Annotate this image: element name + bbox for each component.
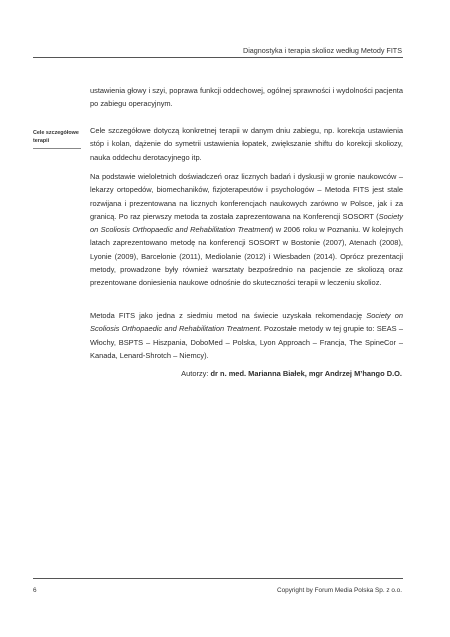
paragraph-4-italic: Society on Scoliosis Orthopaedic and Rehabilitation Treatment — [90, 311, 403, 334]
footer-copyright: Copyright by Forum Media Polska Sp. z o.o. — [276, 587, 402, 594]
authors-line — [181, 369, 402, 378]
paragraph-3-italic: Society on Scoliosis Orthopaedic and Rehabilitation Treatment — [90, 211, 403, 235]
authors-names: dr n. med. Marianna Białek, mgr Andrzej M’hango D.O. — [210, 369, 402, 378]
header-rule — [33, 57, 403, 58]
footer-rule — [33, 578, 403, 579]
paragraph-1: ustawienia głowy i szyi, poprawa funkcji oddechowej, ogólnej sprawności i wydolności pacjenta po zabiegu operacyjnym. — [90, 86, 403, 109]
authors-label: Autorzy: — [181, 369, 211, 378]
side-note-rule — [33, 148, 81, 149]
paragraph-3-text-c: ) w 2006 roku w Poznaniu. W kolejnych latach zaprezentowano metodę na konferencji SOSORT w Bostonie (2007), Atenach (2008), Lyonie (2009), Barcelonie (2011), Mediolanie (2012) i Wiesbaden (2014). Oprócz prezentacji metody, prowadzone były również warsztaty bezpośrednio na pacjencie ze skoliozą oraz prezentowane doniesienia naukowe odnośnie do skuteczności terapii w leczeniu skolioz. — [90, 225, 403, 288]
paragraph-3-text-a: Na podstawie wieloletnich doświadczeń oraz licznych badań i dyskusji w gronie naukowców – lekarzy ortopedów, biomechaników, fizjoterapeutów i psychologów – Metoda FITS jest stale rozwijana i prezentowana na licznych konferencjach naukowych zarówno w Polsce, jak i za granicą. Po raz pierwszy metoda ta została zaprezentowana na Konferencji SOSORT ( — [90, 172, 403, 221]
page-number: 6 — [33, 587, 37, 594]
paragraph-2: Cele szczegółowe dotyczą konkretnej terapii w danym dniu zabiegu, np. korekcja ustawienia stóp i kolan, dążenie do symetrii ustawienia łopatek, zwiększanie shiftu do korekcji skoliozy, nauka oddechu derotacyjnego itp. — [90, 126, 403, 162]
side-note-heading: Cele szczegółowe terapii — [33, 130, 79, 145]
paragraph-4 — [90, 309, 403, 362]
paragraph-4-text-c: . Pozostałe metody w tej grupie to: SEAS – Włochy, BSPTS – Hiszpania, DoboMed – Polska, Lyon Approach – Francja, The SpineCor – Kanada, Lenard-Shrotch – Niemcy). — [90, 324, 403, 360]
running-header-title: Diagnostyka i terapia skolioz według Metody FITS — [243, 46, 402, 55]
paragraph-4-text-a: Metoda FITS jako jedna z siedmiu metod na świecie uzyskała rekomendację — [90, 311, 367, 320]
paragraph-3 — [90, 170, 403, 290]
